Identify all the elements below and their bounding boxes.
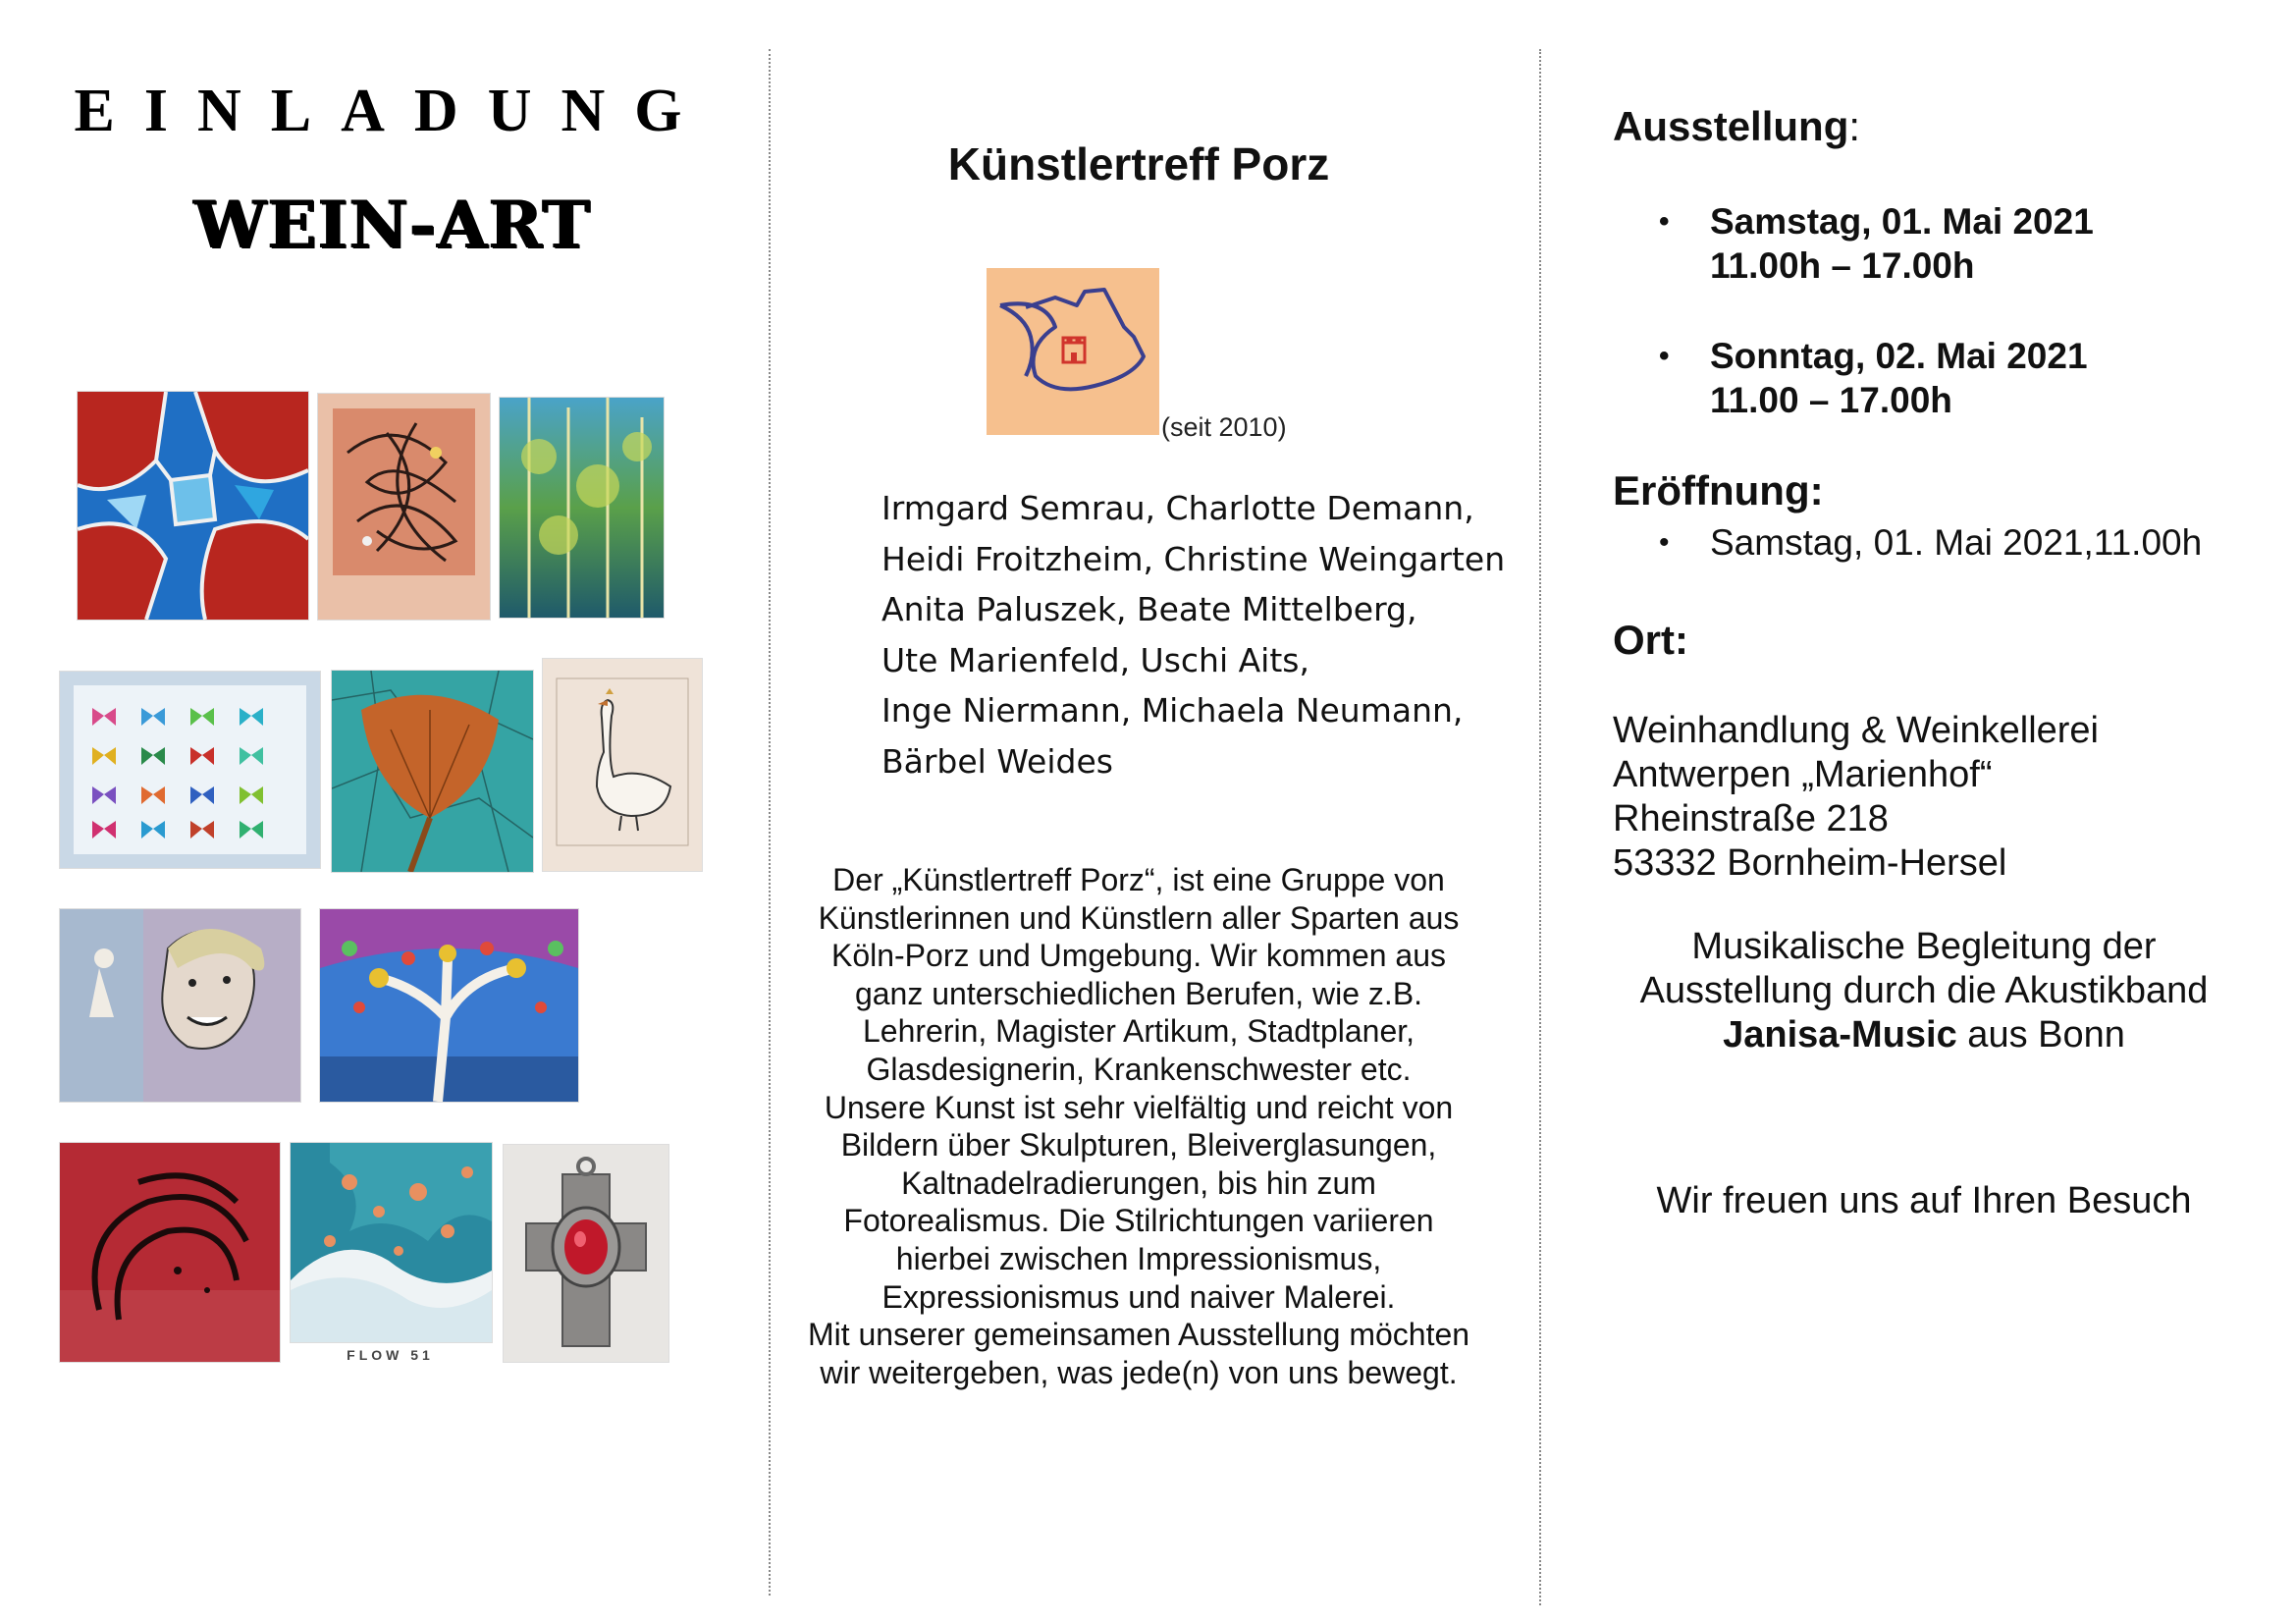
date-item: [1659, 199, 2094, 288]
music-line: Ausstellung durch die Akustikband: [1639, 970, 2209, 1011]
about-line: Bildern über Skulpturen, Bleiverglasungen,: [840, 1127, 1437, 1164]
member-line: Inge Niermann, Michaela Neumann,: [881, 691, 1464, 730]
member-line: Irmgard Semrau, Charlotte Demann,: [881, 489, 1474, 527]
exhibition-date-2: [1659, 334, 2088, 422]
date-time: 11.00 – 17.00h: [1710, 380, 1952, 420]
date-day: • Samstag, 01. Mai 2021: [1710, 201, 2094, 242]
artwork-ginkgo-leaf: [331, 670, 534, 873]
group-name: Künstlertreff Porz: [947, 138, 1330, 189]
member-line: Bärbel Weides: [881, 741, 1113, 781]
music-note: [1571, 925, 2277, 1057]
artwork-flow-label: FLOW 51: [347, 1347, 434, 1363]
column-divider-right: [1539, 49, 1541, 1605]
about-line: Fotorealismus. Die Stilrichtungen variieren: [843, 1203, 1434, 1239]
event-title: WEIN-ART: [193, 187, 592, 263]
band-name: Janisa-Music: [1723, 1014, 1957, 1056]
about-line: ganz unterschiedlichen Berufen, wie z.B.: [854, 975, 1423, 1011]
address-line: Antwerpen „Marienhof“: [1613, 754, 1993, 795]
about-line: Köln-Porz und Umgebung. Wir kommen aus: [830, 938, 1447, 974]
exhibition-heading-text: Ausstellung: [1613, 103, 1849, 149]
about-line: hierbei zwischen Impressionismus,: [895, 1240, 1382, 1276]
about-line: Der „Künstlertreff Porz“, ist eine Gruppe von: [832, 862, 1445, 897]
member-line: Heidi Froitzheim, Christine Weingarten: [881, 539, 1506, 578]
member-line: Anita Paluszek, Beate Mittelberg,: [881, 590, 1417, 628]
porz-map-logo: [987, 268, 1159, 435]
about-line: Lehrerin, Magister Artikum, Stadtplaner,: [862, 1013, 1415, 1050]
about-line: Künstlerinnen und Künstlern aller Sparten aus: [818, 899, 1460, 936]
member-list: [881, 483, 1510, 786]
address-line: 53332 Bornheim-Hersel: [1613, 842, 2007, 884]
member-line: Ute Marienfeld, Uschi Aits,: [881, 640, 1309, 679]
exhibition-heading-colon: :: [1848, 103, 1861, 149]
address-line: Rheinstraße 218: [1613, 798, 1889, 839]
address-line: Weinhandlung & Weinkellerei: [1613, 710, 2100, 751]
music-band-line: [1571, 1013, 2277, 1057]
about-line: Mit unserer gemeinsamen Ausstellung möchten: [807, 1317, 1470, 1353]
about-line: Expressionismus und naiver Malerei.: [881, 1278, 1396, 1315]
artwork-dark-lines: [317, 393, 491, 621]
about-text: [775, 861, 1502, 1391]
address-block: [1613, 709, 2099, 886]
since-label: (seit 2010): [1161, 412, 1287, 442]
exhibition-date-1: [1659, 199, 2094, 288]
opening-item: • Samstag, 01. Mai 2021,11.00h: [1659, 520, 2202, 565]
music-line: Musikalische Begleitung der: [1691, 926, 2157, 967]
artwork-red-circle: [59, 1142, 281, 1363]
closing-greeting: Wir freuen uns auf Ihren Besuch: [1656, 1180, 2192, 1221]
artwork-flow: [290, 1142, 493, 1343]
column-divider-left: [769, 49, 771, 1596]
exhibition-heading: [1613, 103, 1860, 150]
about-line: Unsere Kunst ist sehr vielfältig und reicht von: [824, 1089, 1454, 1125]
about-line: Kaltnadelradierungen, bis hin zum: [901, 1164, 1376, 1201]
band-origin: aus Bonn: [1956, 1014, 2125, 1056]
about-line: wir weitergeben, was jede(n) von uns bewegt.: [820, 1354, 1458, 1390]
artwork-goose-etching: [542, 658, 703, 872]
opening-list: [1659, 520, 2202, 565]
artwork-forest: [499, 397, 665, 619]
date-day: • Sonntag, 02. Mai 2021: [1710, 336, 2088, 376]
opening-heading: Eröffnung:: [1613, 467, 1824, 514]
artwork-butterflies: [59, 671, 321, 869]
about-line: Glasdesignerin, Krankenschwester etc.: [866, 1051, 1412, 1087]
invitation-title: EINLADUNG: [74, 78, 712, 144]
date-time: 11.00h – 17.00h: [1710, 245, 1975, 286]
place-heading: Ort:: [1613, 617, 1688, 663]
artwork-jewel-cross: [503, 1144, 669, 1363]
date-item: [1659, 334, 2088, 422]
artwork-marilyn-portrait: [59, 908, 301, 1103]
artwork-stained-glass: [77, 391, 309, 621]
artwork-tree-of-life: [319, 908, 579, 1103]
